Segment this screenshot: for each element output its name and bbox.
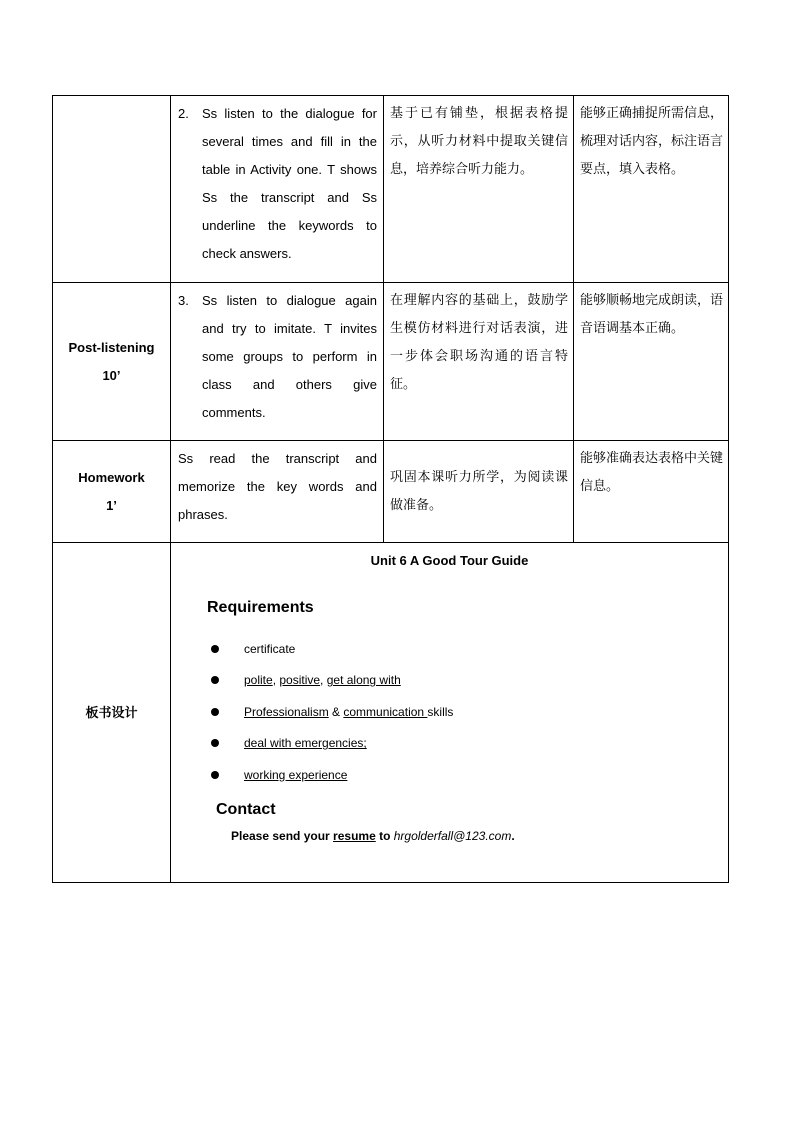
table-row xyxy=(53,543,729,883)
bullet-icon xyxy=(211,739,219,747)
purpose-cell: 在理解内容的基础上，鼓励学生模仿材料进行对话表演，进一步体会职场沟通的语言特征。 xyxy=(384,283,574,441)
board-label-cell xyxy=(53,543,171,883)
bullet-icon xyxy=(211,676,219,684)
outcome-cell: 能够正确捕捉所需信息，梳理对话内容，标注语言要点，填入表格。 xyxy=(574,96,729,283)
contact-heading: Contact xyxy=(216,801,276,818)
table-row xyxy=(53,283,729,441)
stage-name: Homework xyxy=(78,469,145,485)
stage-cell xyxy=(53,96,171,283)
lesson-plan-table xyxy=(52,95,729,883)
activity-text: Ss listen to the dialogue for several times and fill in the table in Activity one. T shows Ss the transcript and Ss underline the keywords to check answers. xyxy=(202,106,377,261)
stage-time: 10’ xyxy=(102,367,121,383)
purpose-cell: 巩固本课听力所学，为阅读课做准备。 xyxy=(384,441,574,543)
blackboard-design-cell xyxy=(171,543,729,883)
outcome-cell: 能够顺畅地完成朗读，语音语调基本正确。 xyxy=(574,283,729,441)
stage-time: 1’ xyxy=(106,497,117,513)
list-item: working experience xyxy=(211,759,453,791)
requirements-list xyxy=(211,633,453,791)
activity-number: 3. xyxy=(178,293,189,308)
board-title: Unit 6 A Good Tour Guide xyxy=(370,553,529,568)
contact-line: Please send your resume to hrgolderfall@123.com. xyxy=(231,829,515,843)
stage-cell xyxy=(53,283,171,441)
activity-number: 2. xyxy=(178,106,189,121)
activity-cell: Ss read the transcript and memorize the key words and phrases. xyxy=(171,441,384,543)
email-address: hrgolderfall@123.com xyxy=(393,829,512,843)
stage-cell xyxy=(53,441,171,543)
outcome-cell: 能够准确表达表格中关键信息。 xyxy=(574,441,729,543)
requirements-heading: Requirements xyxy=(207,599,314,616)
list-item: Professionalism & communication skills xyxy=(211,696,453,728)
table-row xyxy=(53,441,729,543)
stage-name: Post-listening xyxy=(68,339,155,355)
list-item: deal with emergencies; xyxy=(211,728,453,760)
list-item: polite , positive , get along with xyxy=(211,665,453,697)
purpose-cell: 基于已有铺垫，根据表格提示，从听力材料中提取关键信息，培养综合听力能力。 xyxy=(384,96,574,283)
list-item: certificate xyxy=(211,633,453,665)
board-label: 板书设计 xyxy=(85,704,138,720)
bullet-icon xyxy=(211,771,219,779)
table-row xyxy=(53,96,729,283)
activity-cell xyxy=(171,96,384,283)
bullet-icon xyxy=(211,708,219,716)
bullet-icon xyxy=(211,645,219,653)
activity-text: Ss listen to dialogue again and try to imitate. T invites some groups to perform in class and others give comments. xyxy=(202,293,377,420)
activity-cell xyxy=(171,283,384,441)
